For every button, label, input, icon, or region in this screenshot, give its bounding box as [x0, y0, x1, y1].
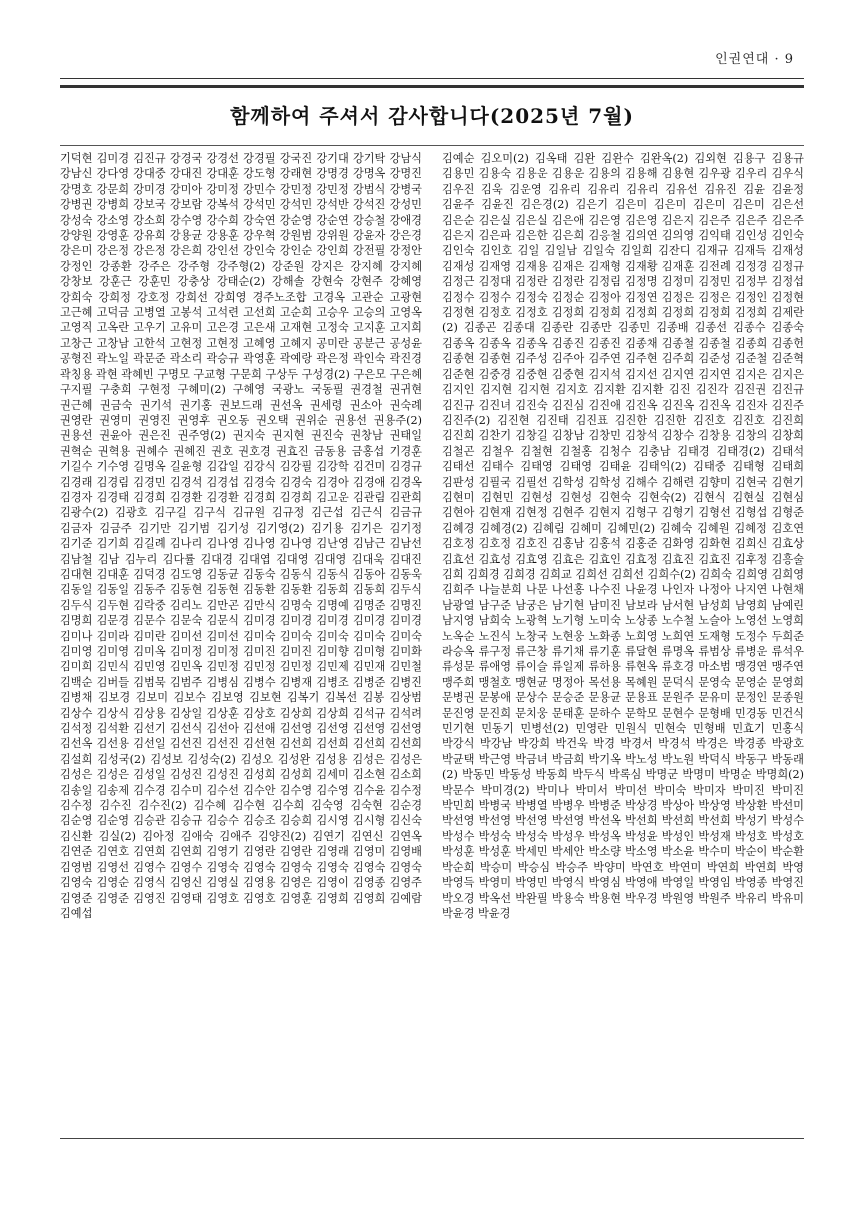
footer-rule: [60, 1138, 804, 1139]
page-title: 함께하여 주셔서 감사합니다(2025년 7월): [230, 104, 634, 128]
donor-names-right-column: 김예순 김오미(2) 김옥태 김완 김완수 김완옥(2) 김외현 김용구 김용규 김용민 김용숙 김용운 김용운 김용의 김용해 김용현 김우광 김우리 김우식 김우진 김욱 김운영 김유리 김유리 김유리 김유선 김유진 김윤 김윤정 김윤주 김윤진 김은경(2) 김은기 김은미 김은미 김은미 김은미 김은선 김은순 김은실 김은실 김은애 김은영 김은영 김은지 김은주 김은주 김은주 김은지 김은파 김은한 김은희 김응철 김의연 김의영 김익태 김인성 김인숙 김인숙 김인호 김일 김일남 김일숙 김일희 김잔디 김재규 김재득 김재성 김재성 김재영 김재용 김재은 김재형 김재황 김재훈 김전례 김정경 김정규 김정근 김정대 김정란 김정란 김정림 김정명 김정미 김정민 김정부 김정섭 김정수 김정수 김정숙 김정순 김정아 김정연 김정은 김정은 김정인 김정현 김정현 김정호 김정호 김정희 김정희 김정희 김정희 김정희 김정희 김제란(2) 김종곤 김종대 김종란 김종만 김종민 김종배 김종선 김종수 김종숙 김종옥 김종옥 김종옥 김종진 김종진 김종채 김종철 김종철 김종희 김종헌 김종현 김종현 김주성 김주아 김주연 김주현 김주희 김준성 김준철 김준혁 김준현 김중경 김중현 김중현 김지석 김지선 김지연 김지연 김지은 김지은 김지인 김지현 김지현 김지호 김지환 김지환 김진 김진각 김진권 김진규 김진규 김진녀 김진숙 김진심 김진애 김진옥 김진옥 김진옥 김진자 김진주 김진주(2) 김진현 김진태 김진표 김진한 김진한 김진호 김진호 김진희 김진희 김찬기 김창길 김창남 김창민 김창석 김창수 김창용 김창의 김창희 김철곤 김철우 김철현 김철홍 김청수 김충남 김태경 김태경(2) 김태석 김태선 김태수 김태영 김태영 김태윤 김태익(2) 김태중 김태형 김태희 김판성 김필국 김필선 김학성 김학성 김해수 김해련 김향미 김현국 김현기 김현미 김현민 김현성 김현성 김현숙 김현숙(2) 김현식 김현실 김현심 김현아 김현재 김현정 김현주 김현지 김형구 김형기 김형선 김형섭 김형준 김혜경 김혜경(2) 김혜림 김혜미 김혜민(2) 김혜숙 김혜원 김혜정 김호연 김호정 김호정 김호진 김홍남 김홍석 김홍준 김화영 김화현 김희신 김효상 김효선 김효성 김효영 김효은 김효인 김효정 김효진 김효진 김후정 김흥술 김희 김희경 김희경 김희교 김희선 김희선 김희수(2) 김희숙 김희영 김희영 김희주 나늘분희 나문 나선홍 나수진 나윤경 나인자 나정아 나지연 나현채 남광열 남구준 남궁은 남기현 남미진 남보라 남서현 남성희 남영희 남예린 남지영 남희숙 노광혁 노기형 노미숙 노상종 노수철 노슬아 노영선 노영희 노옥순 노진식 노창국 노현웅 노화종 노희영 노희연 도재형 도정수 두희준 라승옥 류구정 류근창 류기채 류기훈 류달현 류명옥 류범상 류병운 류석우 류성문 류애영 류이슬 류일제 류하용 류현옥 류호경 마소범 맹경연 맹주연 맹주희 맹철호 맹현균 명정아 목선용 목혜원 문덕식 문영숙 문영순 문영희 문병권 문봉애 문상수 문승준 문용균 문용표 문원주 문유미 문정인 문종원 문진영 문진희 문치웅 문태훈 문하수 문학모 문현수 문형배 민경동 민건식 민기현 민동기 민병선(2) 민영란 민원식 민현숙 민형배 민효기 민홍식 박강식 박강남 박강희 박건욱 박경 박경서 박경석 박경은 박경종 박광호 박균택 박근영 박금녀 박금희 박기옥 박노성 박노원 박덕식 박동구 박동래(2) 박동민 박동성 박동희 박두식 박록심 박명군 박명미 박명순 박명희(2) 박문수 박미경(2) 박미나 박미서 박미선 박미숙 박미자 박미진 박미진 박민희 박병국 박병열 박병우 박병준 박상경 박상아 박상영 박상환 박선미 박선영 박선영 박선영 박선영 박선옥 박선희 박선희 박선희 박성기 박성수 박성수 박성숙 박성숙 박성우 박성옥 박성윤 박성인 박성재 박성호 박성호 박성훈 박성훈 박세민 박세안 박소량 박소영 박소윤 박수미 박순이 박순환 박순희 박승미 박승심 박승주 박양미 박연호 박연미 박연희 박연희 박영 박영득 박영미 박영민 박영식 박영심 박영애 박영일 박영임 박영종 박영진 박오경 박옥선 박완필 박용숙 박용현 박우경 박원영 박원주 박유리 박유미 박윤경 박윤경: [442, 152, 804, 920]
page-number-label: 인권연대 · 9: [715, 52, 794, 67]
header-rule-thin: [60, 78, 804, 79]
title-rule: [60, 145, 804, 146]
donor-names-left-column: 기덕현 김미경 김진규 강경국 강경선 강경필 강국진 강기대 강기탁 강남식 강남신 강다영 강대중 강대진 강대훈 강도형 강래현 강명경 강명옥 강명진 강명호 강문희 강미경 강미아 강미정 강민수 강민정 강민정 강범식 강병국 강병권 강병희 강보국 강보람 강복석 강석민 강석민 강석반 강석진 강성민 강성숙 강소영 강소희 강수영 강수희 강숙연 강순영 강순연 강승철 강애경 강양원 강영훈 강유희 강용균 강용훈 강우혁 강원범 강위원 강윤자 강은경 강은미 강은정 강은정 강은희 강인선 강인숙 강인순 강인희 강전필 강정안 강정인 강종환 강주은 강주형 강주형(2) 강준원 강지은 강지혜 강지혜 강창보 강훈근 강훈민 강충상 강태순(2) 강해솔 강현숙 강현주 강혜영 강희숙 강희정 강호정 강희선 강희영 경주노조합 고경옥 고관순 고광현 고근혜 고덕금 고병열 고봉석 고석련 고선희 고순희 고승우 고승의 고영옥 고영직 고옥란 고우기 고유미 고은경 고은새 고재현 고정숙 고지훈 고지희 고창근 고창남 고한석 고현정 고현정 고혜영 고혜지 공미란 공분근 공성윤 공형진 곽노일 곽문준 곽소리 곽승규 곽영훈 곽예랑 곽은정 곽인숙 곽진경 곽칭용 곽현 곽혜빈 구명모 구교형 구문희 구상두 구성경(2) 구은모 구은혜 구지필 구충희 구현정 구혜미(2) 구혜영 국광노 국동필 권경철 권귀현 권근혜 권금숙 권기석 권기홍 권보드래 권선옥 권세령 권소아 권숙례 권영란 권영미 권영진 권영후 권오동 권오택 권위순 권용선 권용주(2) 권용선 권윤아 권은진 권주영(2) 권지숙 권지현 권진숙 권창남 권태일 권혁순 권혁용 권혜수 권혜진 권호 권호경 권효진 금동용 금홍섭 기경훈 기길수 기수영 길명옥 길윤형 김갑일 김강식 김강필 김강학 김건미 김경규 김경래 김경림 김경민 김경석 김경섭 김경숙 김경숙 김경아 김경애 김경옥 김경자 김경태 김경희 김경환 김경환 김경희 김경희 김고운 김관림 김관희 김광수(2) 김광호 김구길 김구식 김규원 김규정 김근섭 김근식 김금규 김금자 김금주 김기만 김기범 김기성 김기영(2) 김기용 김기은 김기정 김기준 김기희 김길례 김나리 김나영 김나영 김나영 김난영 김남근 김남선 김남철 김남 김누리 김다률 김대경 김대엽 김대영 김대영 김대욱 김대진 김대현 김대훈 김덕경 김도영 김동균 김동숙 김동식 김동식 김동아 김동욱 김동일 김동일 김동주 김동현 김동현 김동환 김동환 김동희 김동희 김두식 김두식 김두현 김락중 김리노 김만곤 김만식 김명숙 김명예 김명준 김명진 김명희 김문경 김문수 김문숙 김문식 김미경 김미경 김미경 김미경 김미경 김미나 김미라 김미란 김미선 김미선 김미숙 김미숙 김미숙 김미숙 김미숙 김미영 김미영 김미옥 김미정 김미정 김미진 김미진 김미향 김미형 김미화 김미희 김민식 김민영 김민옥 김민정 김민정 김민정 김민제 김민재 김민철 김백순 김버들 김범묵 김범주 김병심 김병수 김병재 김병조 김병준 김병진 김병채 김보경 김보미 김보수 김보영 김보현 김복기 김복선 김봉 김상범 김상수 김상식 김상용 김상일 김상훈 김상호 김상희 김상희 김석규 김석려 김석정 김석환 김선기 김선식 김선아 김선애 김선영 김선영 김선영 김선영 김선옥 김선용 김선일 김선진 김선진 김선현 김선희 김선희 김선희 김선희 김설희 김성국(2) 김성보 김성숙(2) 김성오 김성완 김성용 김성은 김성은 김성은 김성은 김성일 김성진 김성진 김성희 김성희 김세미 김소현 김소희 김송일 김송제 김수경 김수미 김수선 김수안 김수영 김수영 김수윤 김수정 김수정 김수진 김수진(2) 김수혜 김수현 김수희 김숙영 김숙현 김순경 김순영 김순영 김승관 김승규 김승수 김승조 김승희 김시영 김시형 김신숙 김신환 김실(2) 김아정 김애숙 김애주 김양진(2) 김연기 김연신 김연옥 김연준 김연호 김연희 김연희 김영기 김영란 김영란 김영래 김영미 김영배 김영범 김영선 김영수 김영수 김영숙 김영숙 김영숙 김영숙 김영숙 김영숙 김영숙 김영순 김영식 김영신 김영실 김영용 김영은 김영이 김영종 김영주 김영준 김영준 김영진 김영태 김영호 김영호 김영훈 김영희 김영희 김예람 김예섭: [60, 152, 422, 920]
header-rule-thick: [60, 85, 804, 88]
